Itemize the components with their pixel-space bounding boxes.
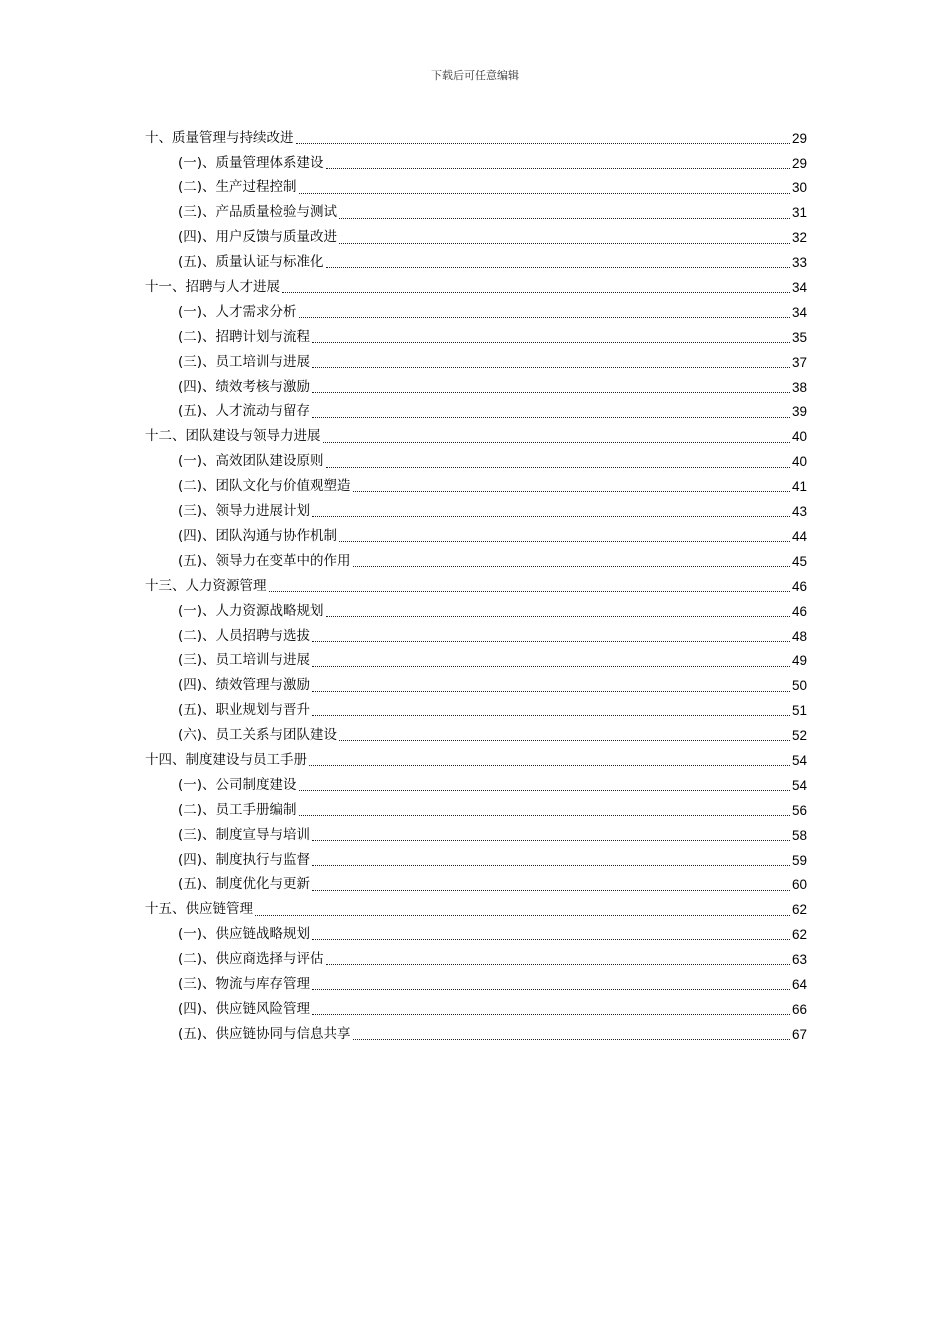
toc-page-number: 56 (791, 802, 807, 818)
toc-dot-leader (312, 641, 790, 642)
toc-entry-title: (一)、高效团队建设原则 (178, 453, 324, 470)
toc-section-entry[interactable] (145, 947, 807, 972)
toc-dot-leader (299, 815, 790, 816)
toc-chapter-entry[interactable] (145, 126, 807, 151)
toc-entry-title: (五)、领导力在变革中的作用 (178, 552, 351, 569)
toc-dot-leader (312, 342, 790, 343)
toc-dot-leader (353, 1039, 790, 1040)
toc-dot-leader (269, 591, 790, 592)
toc-page-number: 59 (791, 852, 807, 868)
toc-entry-title: (四)、绩效管理与激励 (178, 677, 311, 694)
toc-dot-leader (312, 865, 790, 866)
toc-dot-leader (312, 392, 790, 393)
toc-page-number: 29 (791, 130, 807, 146)
toc-entry-title: (一)、质量管理体系建设 (178, 154, 324, 171)
toc-dot-leader (326, 168, 790, 169)
toc-page-number: 51 (791, 703, 807, 719)
toc-entry-title: (三)、产品质量检验与测试 (178, 204, 338, 221)
toc-section-entry[interactable] (145, 674, 807, 699)
toc-section-entry[interactable] (145, 997, 807, 1022)
toc-section-entry[interactable] (145, 773, 807, 798)
toc-entry-title: (三)、制度宣导与培训 (178, 826, 311, 843)
toc-section-entry[interactable] (145, 201, 807, 226)
toc-dot-leader (312, 840, 790, 841)
toc-page-number: 41 (791, 479, 807, 495)
toc-page-number: 58 (791, 827, 807, 843)
toc-page-number: 35 (791, 329, 807, 345)
toc-section-entry[interactable] (145, 450, 807, 475)
toc-page-number: 32 (791, 230, 807, 246)
toc-chapter-entry[interactable] (145, 275, 807, 300)
toc-entry-title: (一)、供应链战略规划 (178, 926, 311, 943)
toc-page-number: 33 (791, 255, 807, 271)
toc-dot-leader (339, 541, 790, 542)
toc-dot-leader (353, 491, 790, 492)
toc-dot-leader (326, 964, 790, 965)
toc-section-entry[interactable] (145, 176, 807, 201)
toc-dot-leader (326, 267, 790, 268)
toc-page-number: 37 (791, 354, 807, 370)
toc-dot-leader (312, 989, 790, 990)
toc-page-number: 52 (791, 728, 807, 744)
toc-entry-title: (五)、供应链协同与信息共享 (178, 1025, 351, 1042)
toc-entry-title: (二)、员工手册编制 (178, 801, 297, 818)
toc-dot-leader (353, 566, 790, 567)
toc-dot-leader (312, 939, 790, 940)
toc-entry-title: (五)、质量认证与标准化 (178, 254, 324, 271)
toc-page-number: 43 (791, 504, 807, 520)
toc-entry-title: 十四、制度建设与员工手册 (145, 751, 307, 768)
toc-entry-title: 十二、团队建设与领导力进展 (145, 428, 321, 445)
toc-dot-leader (312, 516, 790, 517)
toc-dot-leader (326, 616, 790, 617)
toc-dot-leader (312, 666, 790, 667)
toc-dot-leader (299, 193, 790, 194)
toc-entry-title: (一)、人才需求分析 (178, 303, 297, 320)
toc-page-number: 40 (791, 429, 807, 445)
toc-dot-leader (339, 218, 790, 219)
toc-section-entry[interactable] (145, 972, 807, 997)
toc-dot-leader (339, 740, 790, 741)
toc-dot-leader (326, 467, 790, 468)
toc-page-number: 64 (791, 976, 807, 992)
toc-dot-leader (299, 790, 790, 791)
toc-section-entry[interactable] (145, 350, 807, 375)
toc-dot-leader (312, 691, 790, 692)
toc-entry-title: (四)、用户反馈与质量改进 (178, 229, 338, 246)
toc-dot-leader (282, 292, 790, 293)
toc-entry-title: (三)、领导力进展计划 (178, 503, 311, 520)
toc-dot-leader (309, 765, 790, 766)
toc-entry-title: (四)、供应链风险管理 (178, 1000, 311, 1017)
toc-dot-leader (312, 890, 790, 891)
toc-page-number: 34 (791, 304, 807, 320)
toc-entry-title: (五)、制度优化与更新 (178, 876, 311, 893)
toc-entry-title: (四)、团队沟通与协作机制 (178, 527, 338, 544)
toc-page-number: 29 (791, 155, 807, 171)
toc-dot-leader (312, 367, 790, 368)
toc-page-number: 54 (791, 777, 807, 793)
toc-chapter-entry[interactable] (145, 574, 807, 599)
toc-page-number: 50 (791, 678, 807, 694)
toc-section-entry[interactable] (145, 499, 807, 524)
toc-dot-leader (339, 243, 790, 244)
toc-page-number: 30 (791, 180, 807, 196)
toc-dot-leader (323, 442, 790, 443)
toc-section-entry[interactable] (145, 923, 807, 948)
toc-section-entry[interactable] (145, 375, 807, 400)
toc-dot-leader (312, 1014, 790, 1015)
toc-chapter-entry[interactable] (145, 425, 807, 450)
toc-entry-title: (五)、职业规划与晋升 (178, 702, 311, 719)
table-of-contents (145, 126, 807, 1047)
toc-section-entry[interactable] (145, 698, 807, 723)
toc-entry-title: 十五、供应链管理 (145, 901, 253, 918)
toc-dot-leader (296, 143, 790, 144)
toc-section-entry[interactable] (145, 1022, 807, 1047)
toc-page-number: 46 (791, 578, 807, 594)
toc-section-entry[interactable] (145, 823, 807, 848)
toc-section-entry[interactable] (145, 798, 807, 823)
toc-section-entry[interactable] (145, 549, 807, 574)
toc-entry-title: 十一、招聘与人才进展 (145, 279, 280, 296)
toc-section-entry[interactable] (145, 624, 807, 649)
toc-page-number: 62 (791, 927, 807, 943)
toc-section-entry[interactable] (145, 723, 807, 748)
toc-dot-leader (255, 915, 790, 916)
toc-entry-title: (五)、人才流动与留存 (178, 403, 311, 420)
toc-section-entry[interactable] (145, 873, 807, 898)
toc-chapter-entry[interactable] (145, 898, 807, 923)
page-header: 下载后可任意编辑 (431, 69, 519, 82)
toc-page-number: 39 (791, 404, 807, 420)
toc-page-number: 54 (791, 752, 807, 768)
toc-section-entry[interactable] (145, 524, 807, 549)
toc-entry-title: (三)、物流与库存管理 (178, 975, 311, 992)
toc-entry-title: (三)、员工培训与进展 (178, 652, 311, 669)
toc-page-number: 44 (791, 528, 807, 544)
toc-page-number: 67 (791, 1026, 807, 1042)
toc-entry-title: (一)、人力资源战略规划 (178, 602, 324, 619)
toc-dot-leader (312, 715, 790, 716)
toc-page-number: 49 (791, 653, 807, 669)
toc-section-entry[interactable] (145, 599, 807, 624)
toc-entry-title: (一)、公司制度建设 (178, 776, 297, 793)
toc-page-number: 38 (791, 379, 807, 395)
toc-page-number: 60 (791, 877, 807, 893)
toc-entry-title: 十三、人力资源管理 (145, 577, 267, 594)
toc-page-number: 66 (791, 1001, 807, 1017)
toc-chapter-entry[interactable] (145, 748, 807, 773)
toc-page-number: 40 (791, 454, 807, 470)
toc-page-number: 63 (791, 952, 807, 968)
toc-section-entry[interactable] (145, 325, 807, 350)
toc-entry-title: (二)、生产过程控制 (178, 179, 297, 196)
toc-section-entry[interactable] (145, 300, 807, 325)
toc-entry-title: (四)、制度执行与监督 (178, 851, 311, 868)
toc-entry-title: (二)、供应商选择与评估 (178, 951, 324, 968)
toc-entry-title: 十、质量管理与持续改进 (145, 129, 294, 146)
toc-dot-leader (299, 317, 790, 318)
toc-page-number: 62 (791, 902, 807, 918)
toc-page-number: 34 (791, 280, 807, 296)
toc-page-number: 48 (791, 628, 807, 644)
toc-entry-title: (二)、团队文化与价值观塑造 (178, 478, 351, 495)
toc-entry-title: (三)、员工培训与进展 (178, 353, 311, 370)
toc-section-entry[interactable] (145, 649, 807, 674)
toc-entry-title: (六)、员工关系与团队建设 (178, 727, 338, 744)
toc-page-number: 31 (791, 205, 807, 221)
toc-dot-leader (312, 417, 790, 418)
toc-entry-title: (二)、招聘计划与流程 (178, 328, 311, 345)
toc-section-entry[interactable] (145, 250, 807, 275)
toc-page-number: 45 (791, 553, 807, 569)
toc-section-entry[interactable] (145, 474, 807, 499)
toc-entry-title: (四)、绩效考核与激励 (178, 378, 311, 395)
toc-page-number: 46 (791, 603, 807, 619)
toc-section-entry[interactable] (145, 151, 807, 176)
toc-section-entry[interactable] (145, 848, 807, 873)
toc-entry-title: (二)、人员招聘与选拔 (178, 627, 311, 644)
toc-section-entry[interactable] (145, 226, 807, 251)
toc-section-entry[interactable] (145, 400, 807, 425)
